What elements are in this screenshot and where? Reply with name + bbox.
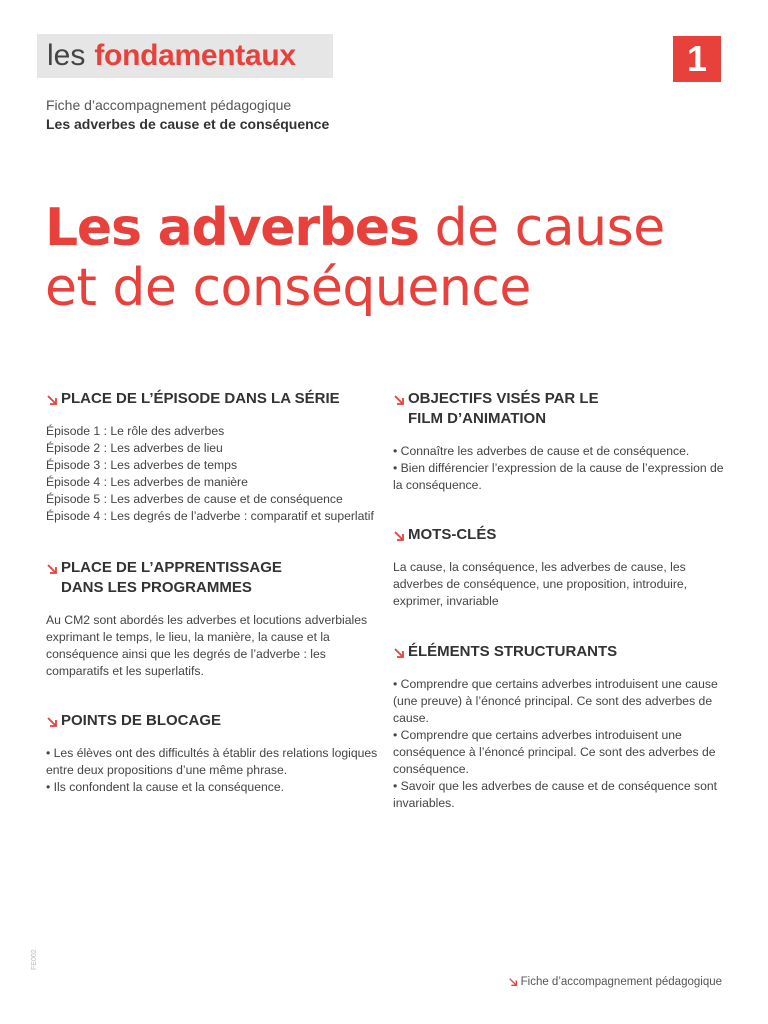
page-title-line-2: et de conséquence bbox=[45, 258, 531, 318]
section-body bbox=[46, 612, 381, 680]
side-mark: FE002 bbox=[31, 949, 38, 970]
subtitle bbox=[46, 96, 329, 134]
section-title bbox=[46, 558, 381, 598]
brand-logo bbox=[37, 34, 333, 78]
section-title-text: POINTS DE BLOCAGE bbox=[61, 712, 222, 729]
section-line: • Bien différencier l’expression de la cause de l’expression de la conséquence. bbox=[393, 461, 724, 492]
footer-label: Fiche d’accompagnement pédagogique bbox=[520, 976, 722, 988]
section bbox=[46, 558, 381, 678]
section-body bbox=[393, 676, 728, 812]
arrow-down-right-icon bbox=[46, 394, 58, 406]
section-title bbox=[46, 711, 381, 731]
subtitle-line-1: Fiche d’accompagnement pédagogique bbox=[46, 97, 292, 113]
section-line: • Ils confondent la cause et la conséquence. bbox=[46, 780, 285, 794]
section-title-text: ÉLÉMENTS STRUCTURANTS bbox=[408, 643, 618, 660]
section-line: Épisode 5 : Les adverbes de cause et de conséquence bbox=[46, 492, 343, 506]
section-line: • Comprendre que certains adverbes introduisent une cause (une preuve) à l’énoncé principal. Ce sont des adverbes de cause. bbox=[393, 677, 718, 725]
section-title-text: MOTS-CLÉS bbox=[408, 526, 497, 543]
arrow-down-right-icon bbox=[393, 647, 405, 659]
section bbox=[393, 642, 728, 810]
section-title bbox=[393, 525, 728, 545]
section-line: Au CM2 sont abordés les adverbes et locutions adverbiales exprimant le temps, le lieu, la manière, la cause et la conséquence ainsi que les degrés de l’adverbe : les comparatifs et les superlatifs. bbox=[46, 613, 368, 678]
page-title-rest: de cause bbox=[418, 198, 665, 258]
section bbox=[46, 711, 381, 794]
section-line: • Connaître les adverbes de cause et de conséquence. bbox=[393, 444, 690, 458]
section-line: • Comprendre que certains adverbes introduisent une conséquence à l’énoncé principal. Ce sont des adverbes de conséquence. bbox=[393, 728, 716, 776]
section-title-text: OBJECTIFS VISÉS PAR LE FILM D’ANIMATION bbox=[408, 390, 599, 427]
arrow-down-right-icon bbox=[393, 394, 405, 406]
arrow-down-right-icon bbox=[46, 563, 58, 575]
brand-light-text: les bbox=[47, 39, 86, 72]
section-line: Épisode 2 : Les adverbes de lieu bbox=[46, 441, 223, 455]
section-line: • Les élèves ont des difficultés à établir des relations logiques entre deux propositions d’une même phrase. bbox=[46, 746, 378, 777]
section-body bbox=[393, 443, 728, 494]
arrow-down-right-icon bbox=[46, 716, 58, 728]
section-line: • Savoir que les adverbes de cause et de conséquence sont invariables. bbox=[393, 779, 718, 810]
arrow-down-right-icon bbox=[393, 530, 405, 542]
subtitle-line-2: Les adverbes de cause et de conséquence bbox=[46, 116, 330, 132]
section-title bbox=[46, 389, 381, 409]
section-body bbox=[46, 745, 381, 796]
section bbox=[393, 525, 728, 608]
section bbox=[46, 389, 381, 523]
section-body bbox=[46, 423, 381, 525]
section-line: Épisode 1 : Le rôle des adverbes bbox=[46, 424, 225, 438]
section-title-text: PLACE DE L’ÉPISODE DANS LA SÉRIE bbox=[61, 390, 340, 407]
section bbox=[393, 389, 728, 492]
page-title-bold: Les adverbes bbox=[45, 198, 419, 258]
section-body bbox=[393, 559, 728, 610]
footer bbox=[508, 976, 722, 988]
section-line: Épisode 4 : Les adverbes de manière bbox=[46, 475, 248, 489]
section-line: La cause, la conséquence, les adverbes de cause, les adverbes de conséquence, une proposition, introduire, exprimer, invariable bbox=[393, 560, 688, 608]
number-badge: 1 bbox=[673, 36, 721, 82]
section-line: Épisode 3 : Les adverbes de temps bbox=[46, 458, 238, 472]
arrow-down-right-icon bbox=[508, 977, 518, 987]
page-title bbox=[45, 198, 745, 318]
brand-bold-text: fondamentaux bbox=[94, 39, 296, 72]
page-title-line-1 bbox=[45, 198, 745, 258]
section-title bbox=[393, 642, 728, 662]
section-title bbox=[393, 389, 728, 429]
section-line: Épisode 4 : Les degrés de l’adverbe : comparatif et superlatif bbox=[46, 509, 374, 523]
section-title-text: PLACE DE L’APPRENTISSAGE DANS LES PROGRAMMES bbox=[61, 559, 282, 596]
